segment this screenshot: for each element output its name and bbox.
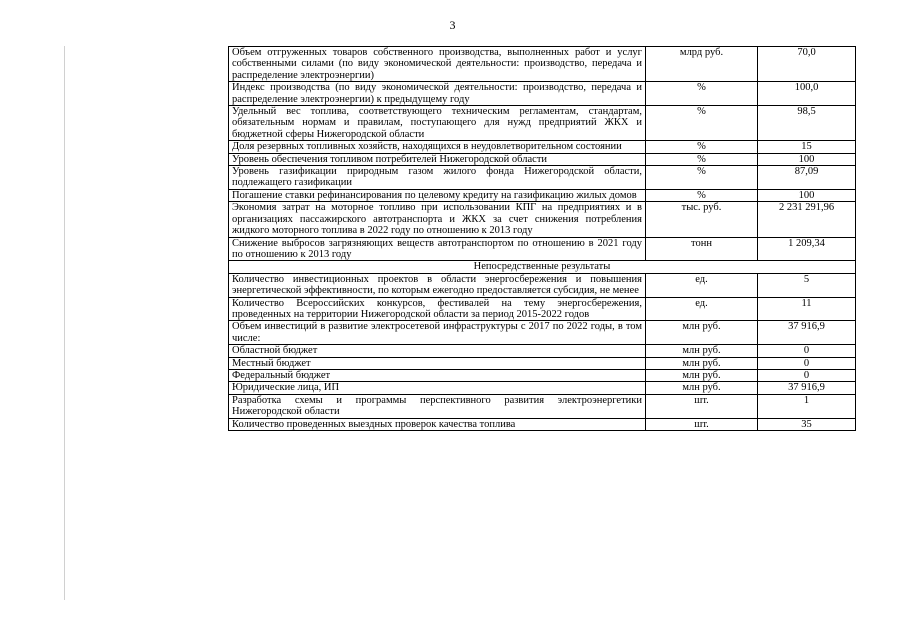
table-row (229, 106, 856, 141)
indicator-name: Удельный вес топлива, соответствующего техническим регламентам, стандартам, обязательным нормам и правилам, поступающего для нужд предприятий ЖКХ и бюджетной сферы Нижегородской области (229, 106, 646, 141)
unit-cell: шт. (646, 418, 758, 430)
table-row (229, 357, 856, 369)
value-cell: 100 (758, 153, 856, 165)
unit-cell: млн руб. (646, 357, 758, 369)
value-cell: 37 916,9 (758, 321, 856, 345)
section-header-row (229, 261, 856, 273)
indicators-table (228, 46, 856, 431)
table-row (229, 273, 856, 297)
page-number: 3 (449, 18, 456, 32)
unit-cell: % (646, 141, 758, 153)
table-row (229, 297, 856, 321)
value-cell: 35 (758, 418, 856, 430)
unit-cell: млн руб. (646, 382, 758, 394)
value-cell: 70,0 (758, 47, 856, 82)
indicator-name: Погашение ставки рефинансирования по целевому кредиту на газификацию жилых домов (229, 189, 646, 201)
indicator-name: Доля резервных топливных хозяйств, находящихся в неудовлетворительном состоянии (229, 141, 646, 153)
unit-cell: млн руб. (646, 369, 758, 381)
table-row (229, 382, 856, 394)
unit-cell: % (646, 153, 758, 165)
table-row (229, 189, 856, 201)
value-cell: 100,0 (758, 82, 856, 106)
table-row (229, 202, 856, 237)
unit-cell: тонн (646, 237, 758, 261)
value-cell: 0 (758, 369, 856, 381)
table-row (229, 47, 856, 82)
table-row (229, 394, 856, 418)
table-row (229, 369, 856, 381)
indicator-name: Количество Всероссийских конкурсов, фестивалей на тему энергосбережения, проведенных на территории Нижегородской области за период 2015-2022 годов (229, 297, 646, 321)
indicator-name: Количество проведенных выездных проверок качества топлива (229, 418, 646, 430)
value-cell: 0 (758, 345, 856, 357)
indicator-name: Индекс производства (по виду экономической деятельности: производство, передача и распределение электроэнергии) к предыдущему году (229, 82, 646, 106)
table-row (229, 321, 856, 345)
unit-cell: млрд руб. (646, 47, 758, 82)
indicator-name: Объем отгруженных товаров собственного производства, выполненных работ и услуг собственными силами (по виду экономической деятельности: производство, передача и распределение электроэнергии) (229, 47, 646, 82)
unit-cell: % (646, 106, 758, 141)
unit-cell: % (646, 189, 758, 201)
value-cell: 98,5 (758, 106, 856, 141)
value-cell: 0 (758, 357, 856, 369)
value-cell: 1 (758, 394, 856, 418)
indicator-name: Разработка схемы и программы перспективного развития электроэнергетики Нижегородской области (229, 394, 646, 418)
indicator-name: Местный бюджет (229, 357, 646, 369)
value-cell: 87,09 (758, 166, 856, 190)
unit-cell: шт. (646, 394, 758, 418)
unit-cell: ед. (646, 297, 758, 321)
table-row (229, 418, 856, 430)
indicator-name: Федеральный бюджет (229, 369, 646, 381)
unit-cell: % (646, 82, 758, 106)
value-cell: 1 209,34 (758, 237, 856, 261)
margin-rule (64, 46, 65, 600)
indicator-name: Снижение выбросов загрязняющих веществ автотранспортом по отношению в 2021 году по отношению к 2013 году (229, 237, 646, 261)
indicators-table-body (229, 47, 856, 431)
table-row (229, 345, 856, 357)
value-cell: 37 916,9 (758, 382, 856, 394)
value-cell: 5 (758, 273, 856, 297)
unit-cell: млн руб. (646, 321, 758, 345)
table-row (229, 82, 856, 106)
indicator-name: Уровень газификации природным газом жилого фонда Нижегородской области, подлежащего газификации (229, 166, 646, 190)
unit-cell: % (646, 166, 758, 190)
indicator-name: Уровень обеспечения топливом потребителей Нижегородской области (229, 153, 646, 165)
table-row (229, 153, 856, 165)
value-cell: 2 231 291,96 (758, 202, 856, 237)
value-cell: 11 (758, 297, 856, 321)
unit-cell: тыс. руб. (646, 202, 758, 237)
table-row (229, 166, 856, 190)
unit-cell: ед. (646, 273, 758, 297)
indicator-name: Объем инвестиций в развитие электросетевой инфраструктуры с 2017 по 2022 годы, в том числе: (229, 321, 646, 345)
indicator-name: Количество инвестиционных проектов в области энергосбережения и повышения энергетической эффективности, по которым ежегодно предоставляется субсидия, не менее (229, 273, 646, 297)
value-cell: 100 (758, 189, 856, 201)
indicator-name: Экономия затрат на моторное топливо при использовании КПГ на предприятиях и в организациях пассажирского автотранспорта и ЖКХ за счет снижения потребления жидкого моторного топлива в 2022 году по отношению к 2013 году (229, 202, 646, 237)
value-cell: 15 (758, 141, 856, 153)
indicator-name: Областной бюджет (229, 345, 646, 357)
unit-cell: млн руб. (646, 345, 758, 357)
table-row (229, 237, 856, 261)
section-header: Непосредственные результаты (229, 261, 856, 273)
table-row (229, 141, 856, 153)
indicator-name: Юридические лица, ИП (229, 382, 646, 394)
